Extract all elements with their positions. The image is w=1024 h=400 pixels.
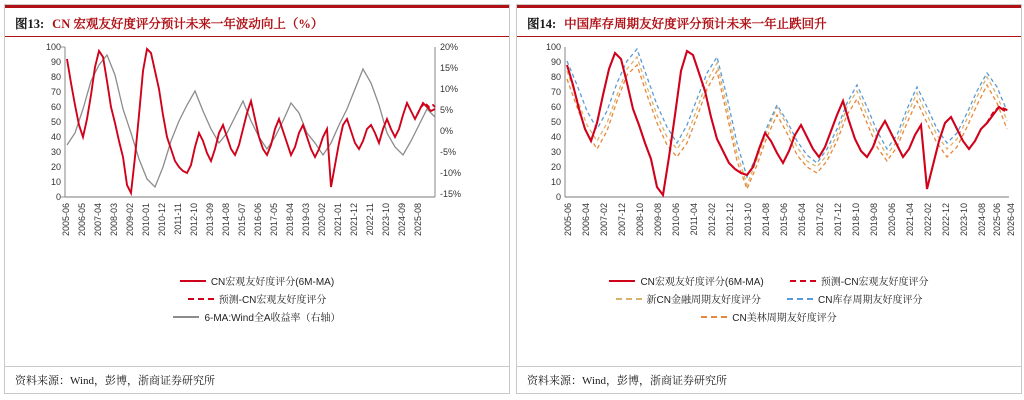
legend-item <box>787 291 922 306</box>
svg-text:15%: 15% <box>440 63 459 73</box>
figure-14-plot <box>517 37 1021 269</box>
svg-text:2017-02: 2017-02 <box>815 203 825 237</box>
svg-text:2010-06: 2010-06 <box>671 203 681 237</box>
legend-swatch-solid-grey <box>173 316 199 318</box>
figure-13-y-axis-left <box>46 42 65 202</box>
svg-text:2015-06: 2015-06 <box>779 203 789 237</box>
legend-label: CN美林周期友好度评分 <box>732 313 837 324</box>
svg-text:80: 80 <box>550 72 561 82</box>
legend-item <box>609 273 763 288</box>
svg-text:10: 10 <box>50 177 61 187</box>
figure-13-legend <box>5 273 509 324</box>
svg-text:50: 50 <box>50 117 61 127</box>
svg-text:30: 30 <box>50 147 61 157</box>
svg-text:2005-06: 2005-06 <box>563 203 573 237</box>
svg-text:20: 20 <box>50 162 61 172</box>
figure-13-source: 资料来源：Wind，彭博，浙商证券研究所 <box>5 366 509 393</box>
svg-text:2016-04: 2016-04 <box>797 203 807 237</box>
svg-text:2019-03: 2019-03 <box>301 203 311 237</box>
legend-item <box>180 273 334 288</box>
legend-swatch-dashed-gold <box>616 298 642 300</box>
svg-text:2006-05: 2006-05 <box>77 203 87 237</box>
legend-label: 6-MA:Wind全A收益率（右轴） <box>204 313 341 324</box>
legend-label: 新CN金融周期友好度评分 <box>646 295 761 306</box>
svg-text:-15%: -15% <box>440 189 462 199</box>
svg-text:2021-04: 2021-04 <box>905 203 915 237</box>
svg-text:2023-10: 2023-10 <box>959 203 969 237</box>
svg-text:60: 60 <box>550 102 561 112</box>
svg-text:2012-10: 2012-10 <box>189 203 199 237</box>
svg-text:2008-10: 2008-10 <box>635 203 645 237</box>
svg-text:0%: 0% <box>440 126 454 136</box>
svg-text:2015-07: 2015-07 <box>237 203 247 237</box>
svg-text:2026-04: 2026-04 <box>1006 203 1016 237</box>
legend-label: 预测-CN宏观友好度评分 <box>218 295 327 306</box>
figure-13-plot <box>5 37 509 269</box>
svg-text:2020-06: 2020-06 <box>887 203 897 237</box>
svg-text:2008-03: 2008-03 <box>109 203 119 237</box>
figure-13-title <box>5 8 509 36</box>
series-cn-merrill-cycle <box>567 65 1007 189</box>
svg-text:2009-02: 2009-02 <box>125 203 135 237</box>
svg-text:0: 0 <box>555 192 561 202</box>
svg-text:2007-02: 2007-02 <box>599 203 609 237</box>
svg-text:2011-04: 2011-04 <box>689 203 699 236</box>
figure-14-tag: 图14: <box>527 17 557 31</box>
series-cn-inventory-cycle <box>567 49 1007 177</box>
figure-13-x-axis <box>61 203 423 236</box>
series-cn-macro-score <box>567 51 1005 195</box>
legend-item <box>188 291 327 306</box>
svg-text:-10%: -10% <box>440 168 462 178</box>
svg-text:2022-02: 2022-02 <box>923 203 933 237</box>
svg-text:20: 20 <box>550 162 561 172</box>
svg-text:30: 30 <box>550 147 561 157</box>
legend-swatch-dashed-orange <box>701 316 727 318</box>
svg-text:2013-09: 2013-09 <box>205 203 215 237</box>
svg-text:40: 40 <box>50 132 61 142</box>
svg-text:10: 10 <box>550 177 561 187</box>
svg-text:2007-04: 2007-04 <box>93 203 103 237</box>
svg-text:2019-08: 2019-08 <box>869 203 879 237</box>
svg-text:100: 100 <box>545 42 561 52</box>
svg-text:2012-02: 2012-02 <box>707 203 717 237</box>
svg-text:70: 70 <box>50 87 61 97</box>
legend-swatch-solid-red <box>609 280 635 282</box>
svg-text:2007-12: 2007-12 <box>617 203 627 237</box>
figure-13-svg <box>5 37 509 269</box>
legend-label: CN宏观友好度评分(6M-MA) <box>640 277 764 288</box>
svg-text:-5%: -5% <box>440 147 457 157</box>
svg-text:90: 90 <box>50 57 61 67</box>
legend-item <box>616 291 761 306</box>
figure-14-legend <box>517 273 1021 324</box>
svg-text:2012-12: 2012-12 <box>725 203 735 237</box>
svg-text:2025-06: 2025-06 <box>992 203 1002 237</box>
legend-item <box>790 273 929 288</box>
figure-14-title <box>517 8 1021 36</box>
legend-label: CN库存周期友好度评分 <box>818 295 923 306</box>
svg-text:2023-10: 2023-10 <box>381 203 391 237</box>
series-cn-macro-forecast <box>987 107 1009 123</box>
figure-14-title-text: 中国库存周期友好度评分预计未来一年止跌回升 <box>564 17 827 31</box>
series-wind-return <box>67 55 435 187</box>
figure-13-panel <box>4 4 510 394</box>
svg-text:2014-08: 2014-08 <box>761 203 771 237</box>
svg-text:2016-06: 2016-06 <box>253 203 263 237</box>
svg-text:60: 60 <box>50 102 61 112</box>
figure-13-title-text: CN 宏观友好度评分预计未来一年波动向上（%） <box>52 17 324 31</box>
figure-14-x-axis <box>563 203 1016 236</box>
figure-14-y-axis <box>546 42 561 202</box>
figure-13-tag: 图13: <box>15 17 45 31</box>
legend-item <box>173 309 340 324</box>
svg-text:2011-11: 2011-11 <box>173 203 183 235</box>
svg-text:2020-02: 2020-02 <box>317 203 327 237</box>
figure-14-svg <box>517 37 1021 269</box>
svg-text:2010-12: 2010-12 <box>157 203 167 237</box>
svg-text:2017-12: 2017-12 <box>833 203 843 237</box>
svg-text:2010-01: 2010-01 <box>141 203 151 237</box>
svg-text:10%: 10% <box>440 84 459 94</box>
svg-text:2021-12: 2021-12 <box>349 203 359 237</box>
svg-text:2005-06: 2005-06 <box>61 203 71 237</box>
svg-text:2024-08: 2024-08 <box>977 203 987 237</box>
legend-item <box>701 309 836 324</box>
legend-swatch-solid-red <box>180 280 206 282</box>
svg-text:2018-10: 2018-10 <box>851 203 861 237</box>
legend-swatch-dashed-red <box>790 280 816 282</box>
svg-text:2018-04: 2018-04 <box>285 203 295 237</box>
svg-text:2017-05: 2017-05 <box>269 203 279 237</box>
svg-text:2013-10: 2013-10 <box>743 203 753 237</box>
svg-text:2022-11: 2022-11 <box>365 203 375 236</box>
svg-text:40: 40 <box>550 132 561 142</box>
legend-swatch-dashed-red <box>188 298 214 300</box>
figure-14-panel <box>516 4 1022 394</box>
legend-label: 预测-CN宏观友好度评分 <box>820 277 929 288</box>
svg-text:0: 0 <box>55 192 61 202</box>
svg-text:80: 80 <box>50 72 61 82</box>
svg-text:2009-08: 2009-08 <box>653 203 663 237</box>
svg-text:100: 100 <box>45 42 61 52</box>
svg-text:2025-08: 2025-08 <box>413 203 423 237</box>
svg-text:90: 90 <box>550 57 561 67</box>
svg-text:70: 70 <box>550 87 561 97</box>
figure-14-source: 资料来源：Wind，彭博，浙商证券研究所 <box>517 366 1021 393</box>
figure-13-y-axis-right <box>440 42 461 199</box>
svg-text:20%: 20% <box>440 42 459 52</box>
legend-label: CN宏观友好度评分(6M-MA) <box>210 277 335 288</box>
svg-text:50: 50 <box>550 117 561 127</box>
svg-text:2022-12: 2022-12 <box>941 203 951 237</box>
svg-text:2024-09: 2024-09 <box>397 203 407 237</box>
svg-text:2021-01: 2021-01 <box>333 203 343 237</box>
svg-text:2006-04: 2006-04 <box>581 203 591 237</box>
svg-text:2014-08: 2014-08 <box>221 203 231 237</box>
svg-text:5%: 5% <box>440 105 454 115</box>
legend-swatch-dashed-blue <box>787 298 813 300</box>
